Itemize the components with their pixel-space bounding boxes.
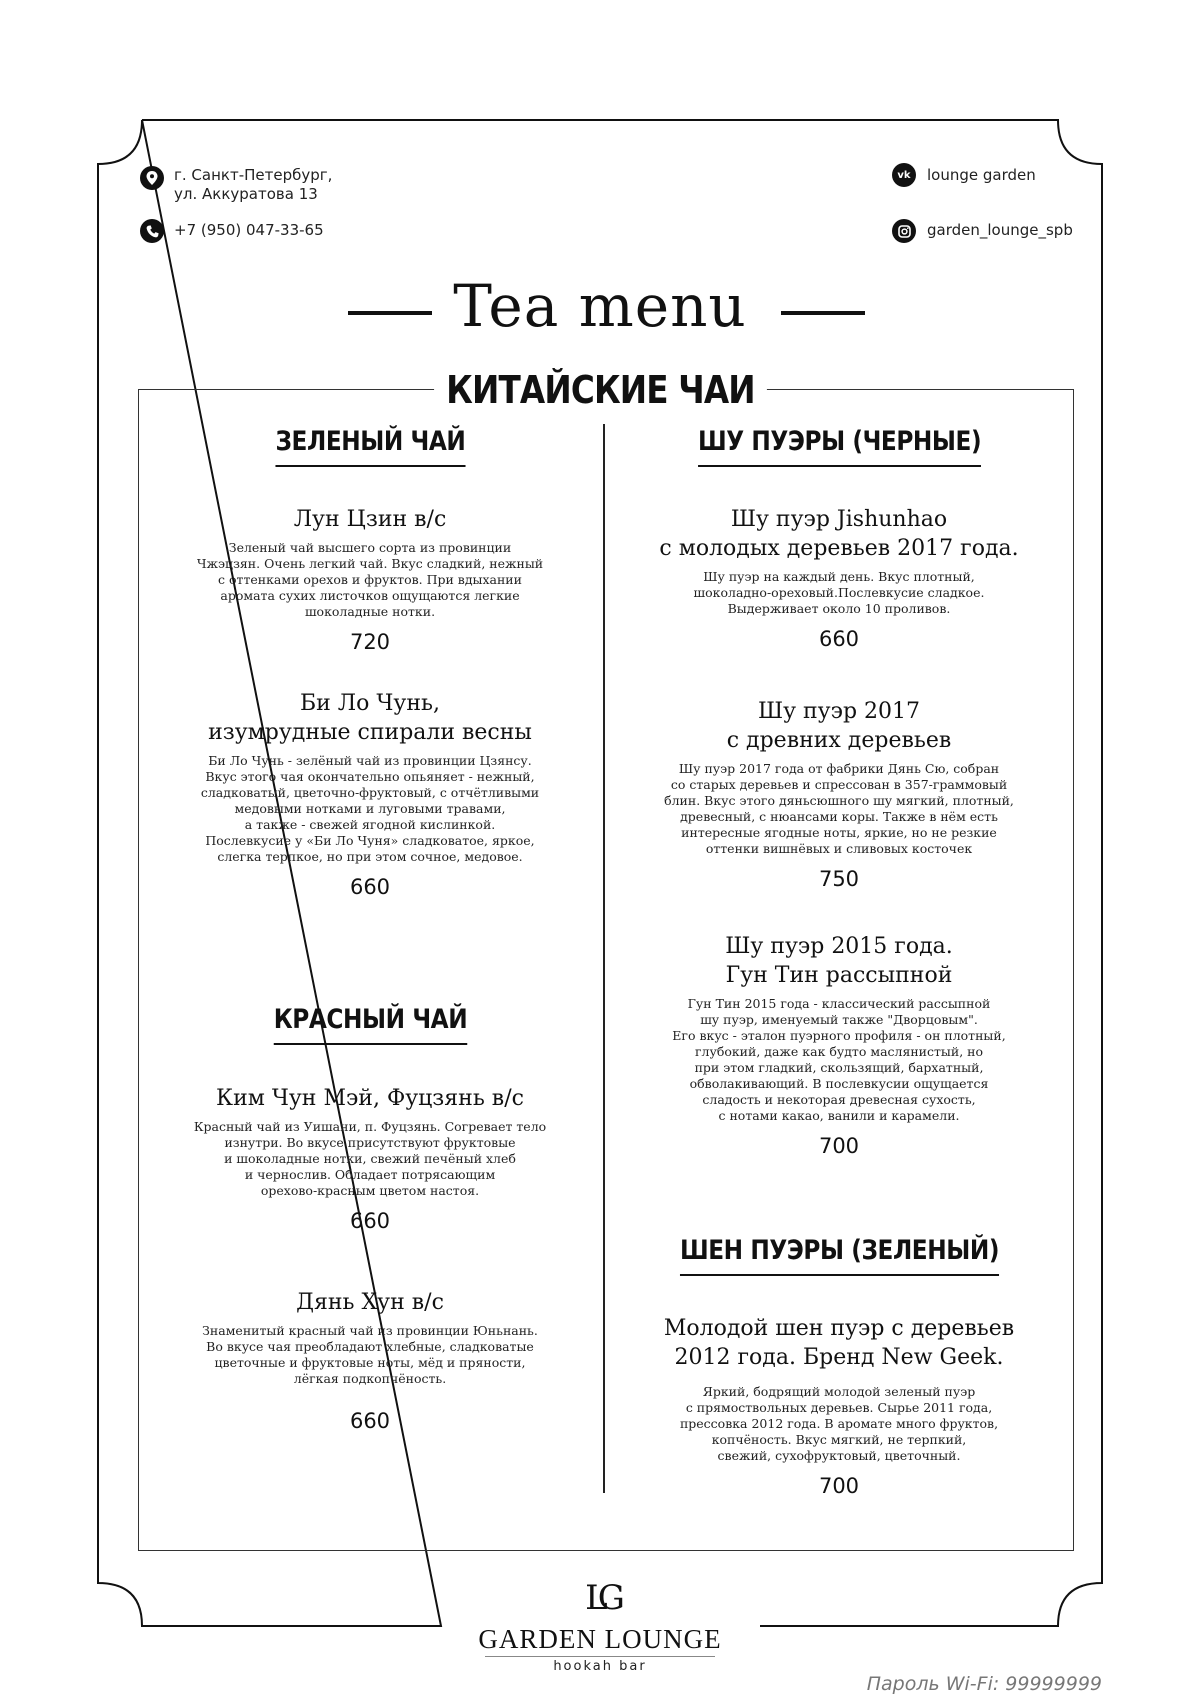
item-price: 660 bbox=[818, 627, 860, 651]
logo-divider bbox=[485, 1656, 715, 1657]
item-description: Красный чай из Уишани, п. Фуцзянь. Согревает тело изнутри. Во вкусе присутствуют фруктовые и шоколадные нотки, свежий печёный хлеб и чернослив. Обладает потрясающим орехово-красным цветом настоя. bbox=[193, 1119, 547, 1198]
logo-name: GARDEN LOUNGE bbox=[478, 1624, 722, 1654]
wifi-password: Пароль Wi-Fi: 99999999 bbox=[866, 1673, 1102, 1695]
item-price: 660 bbox=[349, 875, 391, 899]
instagram-handle[interactable]: garden_lounge_spb bbox=[927, 221, 1073, 239]
item-description: Шу пуэр на каждый день. Вкус плотный, шоколадно-ореховый.Послевкусие сладкое. Выдерживает около 10 проливов. bbox=[693, 569, 985, 616]
item-price: 750 bbox=[818, 867, 860, 891]
item-description: Гун Тин 2015 года - классический рассыпной шу пуэр, именуемый также "Дворцовым". Его вкус - эталон пуэрного профиля - он плотный, глубокий, даже как будто маслянистый, но при этом гладкий, скользящий, бархатный, обволакивающий. В послевкусии ощущается сладость и некоторая древесная сухость, с нотами какао, ванили и карамели. bbox=[672, 996, 1006, 1123]
address-line-2: ул. Аккуратова 13 bbox=[174, 185, 318, 203]
vk-handle[interactable]: lounge garden bbox=[927, 166, 1036, 184]
item-price: 720 bbox=[349, 630, 391, 654]
menu-item bbox=[626, 505, 1052, 651]
menu-item bbox=[158, 1288, 582, 1433]
item-name: Шу пуэр 2017 с древних деревьев bbox=[726, 699, 952, 753]
item-price: 660 bbox=[349, 1209, 391, 1233]
section-heading-shen: ШЕН ПУЭРЫ (ЗЕЛЕНЫЙ) bbox=[640, 1235, 1040, 1276]
item-price: 660 bbox=[349, 1409, 391, 1433]
menu-item bbox=[626, 697, 1052, 891]
address bbox=[174, 166, 332, 204]
item-name: Шу пуэр 2015 года. Гун Тин рассыпной bbox=[725, 934, 953, 988]
menu-item bbox=[626, 1314, 1052, 1498]
instagram-icon bbox=[892, 219, 916, 243]
vk-icon: vk bbox=[892, 163, 916, 187]
page-title-wrap bbox=[0, 272, 1200, 340]
logo-monogram: LG bbox=[585, 1578, 615, 1618]
menu-item bbox=[626, 932, 1052, 1158]
menu-item bbox=[158, 689, 582, 899]
item-name: Шу пуэр Jishunhao с молодых деревьев 2017 года. bbox=[659, 507, 1019, 561]
menu-item bbox=[168, 505, 572, 654]
item-name: Молодой шен пуэр с деревьев 2012 года. Бренд New Geek. bbox=[663, 1316, 1015, 1370]
address-line-1: г. Санкт-Петербург, bbox=[174, 166, 333, 184]
section-heading-green: ЗЕЛЕНЫЙ ЧАЙ bbox=[250, 426, 490, 467]
item-description: Би Ло Чунь - зелёный чай из провинции Цзянсу. Вкус этого чая окончательно опьяняет - нежный, сладковатый, цветочно-фруктовый, с отчётливыми медовыми нотками и луговыми травами, а также - свежей ягодной кислинкой. Послевкусие у «Би Ло Чуня» сладковатое, яркое, слегка терпкое, но при этом сочное, медовое. bbox=[200, 753, 540, 864]
logo bbox=[0, 1578, 1200, 1674]
item-name: Ким Чун Мэй, Фуцзянь в/с bbox=[216, 1086, 524, 1111]
item-description: Яркий, бодрящий молодой зеленый пуэр с прямоствольных деревьев. Сырье 2011 года, прессовка 2012 года. В аромате много фруктов, копчёность. Вкус мягкий, не терпкий, свежий, сухофруктовый, цветочный. bbox=[679, 1384, 999, 1463]
item-price: 700 bbox=[818, 1134, 860, 1158]
item-price: 700 bbox=[818, 1474, 860, 1498]
column-divider bbox=[603, 424, 605, 1493]
box-title: КИТАЙСКИЕ ЧАИ bbox=[434, 368, 767, 412]
page-title: Tea menu bbox=[453, 272, 747, 340]
section-heading-red: КРАСНЫЙ ЧАЙ bbox=[250, 1004, 490, 1045]
item-description: Знаменитый красный чай из провинции Юньнань. Во вкусе чая преобладают хлебные, сладковатые цветочные и фруктовые ноты, мёд и пряности, лёгкая подкопчёность. bbox=[202, 1323, 538, 1386]
item-name: Дянь Хун в/с bbox=[296, 1290, 444, 1315]
item-description: Шу пуэр 2017 года от фабрики Дянь Сю, собран со старых деревьев и спрессован в 357-граммовый блин. Вкус этого дяньсюшного шу мягкий, плотный, древесный, с нюансами коры. Также в нём есть интересные ягодные ноты, яркие, но не резкие оттенки вишнёвых и сливовых косточек bbox=[664, 761, 1014, 856]
item-name: Лун Цзин в/с bbox=[293, 507, 447, 532]
box-title-wrap bbox=[0, 368, 1200, 412]
item-name: Би Ло Чунь, изумрудные спирали весны bbox=[208, 691, 532, 745]
phone-number[interactable]: +7 (950) 047-33-65 bbox=[174, 221, 324, 239]
phone-icon bbox=[140, 219, 164, 243]
section-heading-shu: ШУ ПУЭРЫ (ЧЕРНЫЕ) bbox=[660, 426, 1020, 467]
logo-subtitle: hookah bar bbox=[553, 1659, 647, 1674]
menu-item bbox=[158, 1084, 582, 1233]
location-pin-icon bbox=[140, 166, 164, 190]
item-description: Зеленый чай высшего сорта из провинции Чжэцзян. Очень легкий чай. Вкус сладкий, нежный с оттенками орехов и фруктов. При вдыхании аромата сухих листочков ощущаются легкие шоколадные нотки. bbox=[196, 540, 544, 619]
